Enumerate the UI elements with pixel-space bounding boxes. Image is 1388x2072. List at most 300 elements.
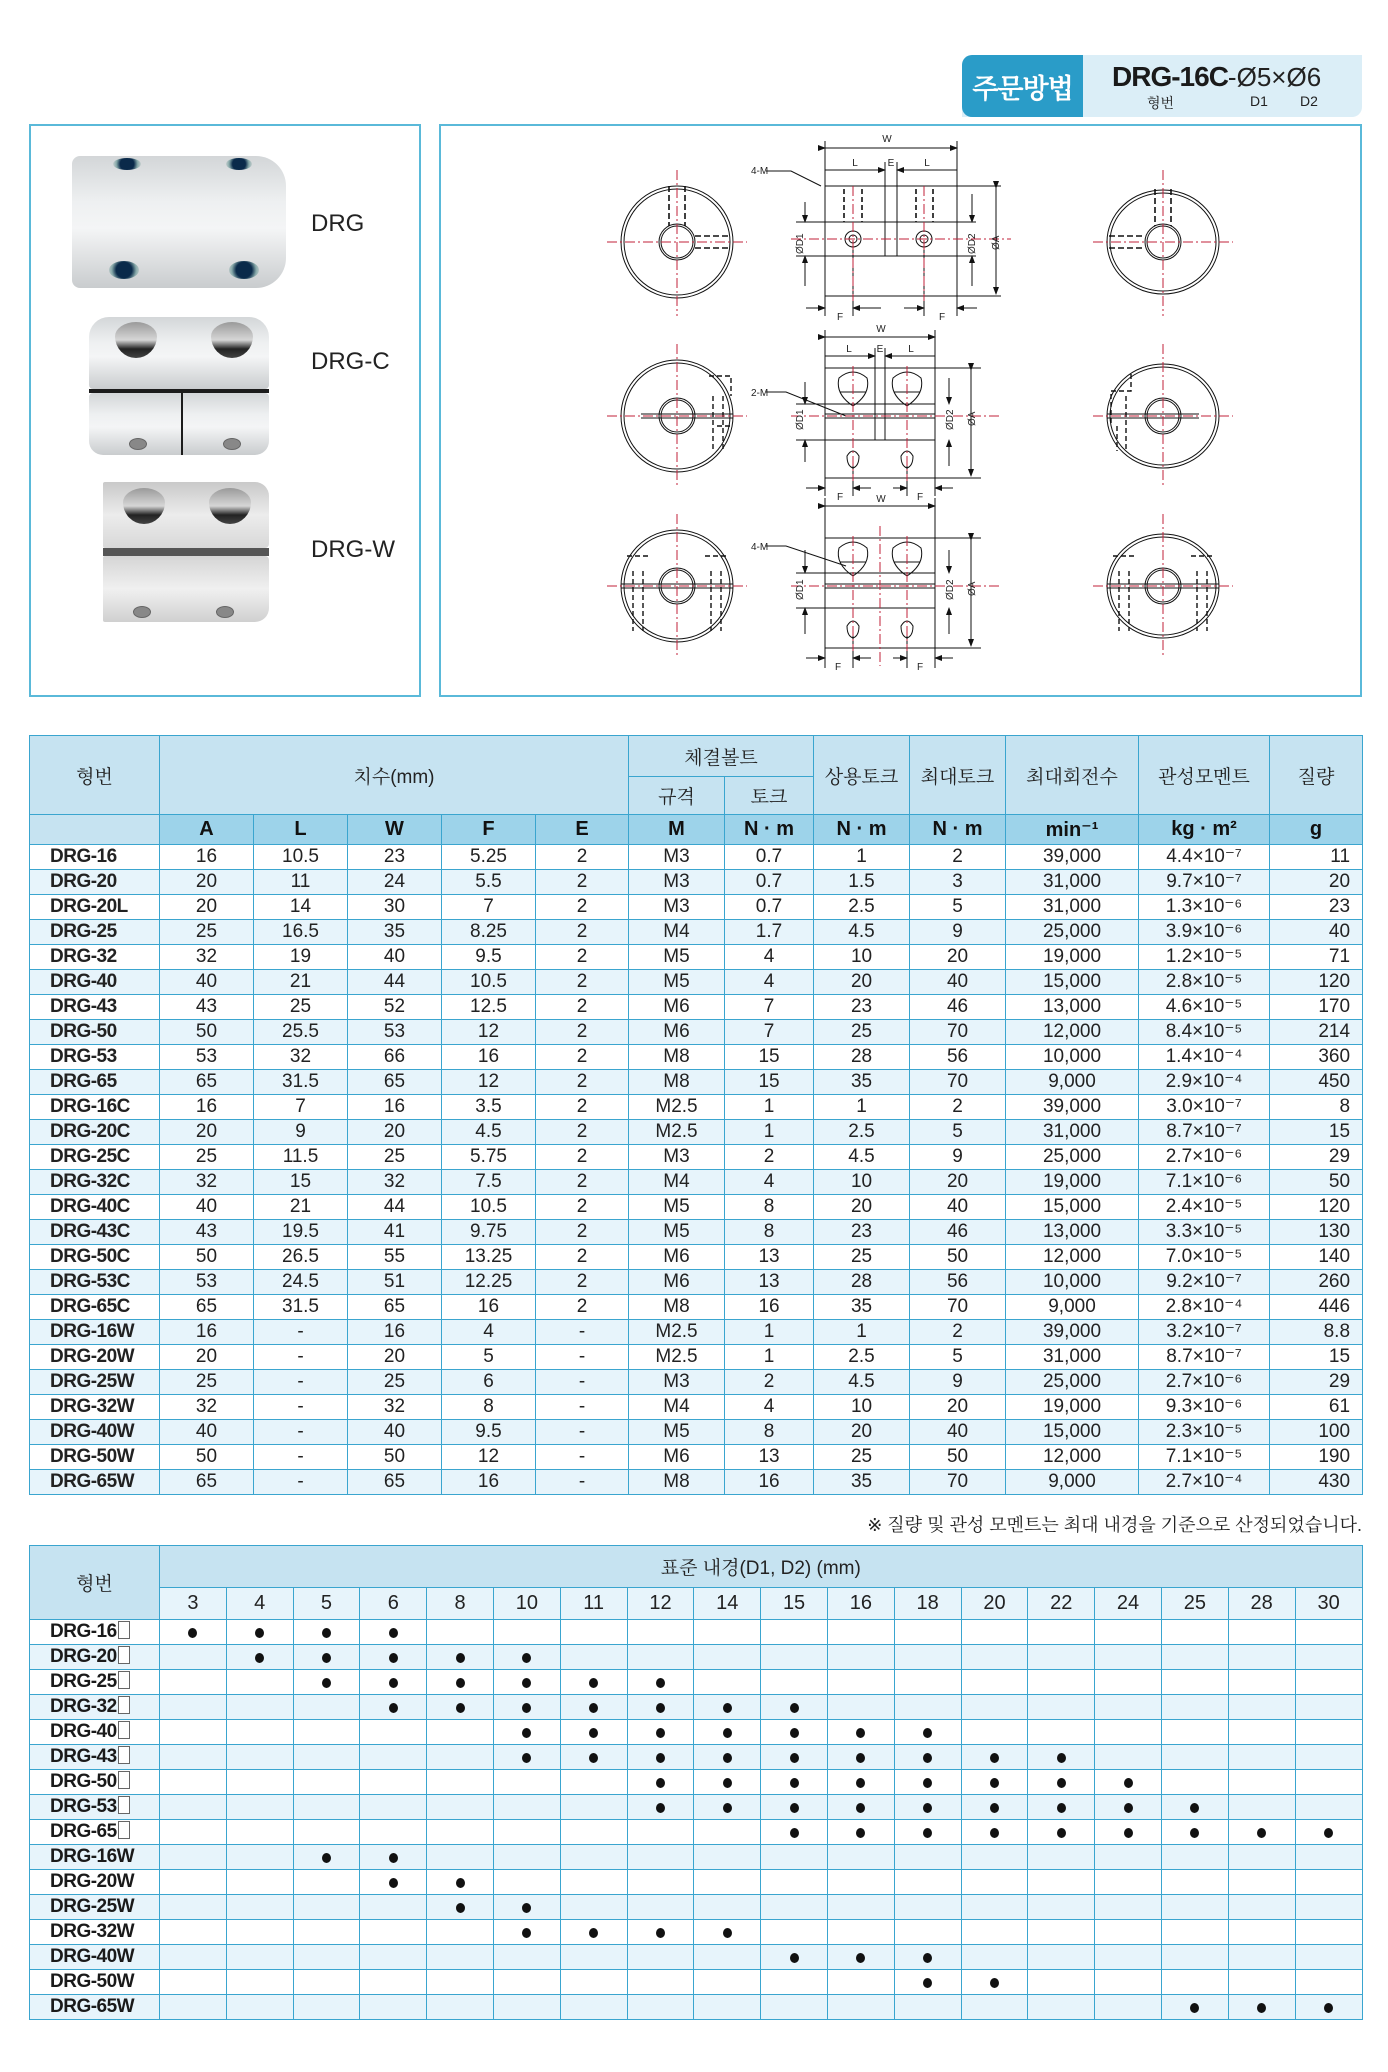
bore-cell [493, 1920, 560, 1945]
value-cell: 28 [814, 1270, 910, 1295]
value-cell: 16 [160, 1320, 254, 1345]
model-cell: DRG-16 [30, 845, 160, 870]
bore-cell [694, 1970, 761, 1995]
value-cell: 20 [160, 1120, 254, 1145]
bore-cell [694, 1670, 761, 1695]
available-dot-icon [923, 1803, 932, 1813]
svg-text:2-M: 2-M [751, 388, 769, 399]
available-dot-icon [1324, 1828, 1333, 1838]
value-cell: 25 [160, 1145, 254, 1170]
bore-cell [226, 1620, 293, 1645]
value-cell: 120 [1270, 1195, 1363, 1220]
bore-cell [1095, 1720, 1162, 1745]
value-cell: 12 [442, 1445, 536, 1470]
value-cell: 1.3×10⁻⁶ [1139, 895, 1270, 920]
value-cell: 9.5 [442, 1420, 536, 1445]
bore-cell [160, 1845, 227, 1870]
bore-cell [827, 1920, 894, 1945]
bore-cell [761, 1870, 828, 1895]
bore-cell [961, 1695, 1028, 1720]
value-cell: 2 [536, 1195, 629, 1220]
available-dot-icon [322, 1653, 331, 1663]
model-cell: DRG-25W [30, 1370, 160, 1395]
model-cell: DRG-40 [30, 970, 160, 995]
value-cell: 0.7 [725, 845, 814, 870]
bore-cell [1161, 1820, 1228, 1845]
bore-cell [427, 1945, 494, 1970]
value-cell: - [536, 1395, 629, 1420]
value-cell: 70 [910, 1295, 1006, 1320]
value-cell: 2 [536, 1245, 629, 1270]
bore-size-header: 8 [427, 1588, 494, 1620]
model-cell: DRG-65C [30, 1295, 160, 1320]
bore-cell [226, 1695, 293, 1720]
dimension-drawings [441, 126, 1360, 695]
bore-cell [160, 1995, 227, 2020]
value-cell: 40 [1270, 920, 1363, 945]
bore-header-model: 형번 [30, 1546, 160, 1620]
bore-cell [1095, 1845, 1162, 1870]
available-dot-icon [856, 1953, 865, 1963]
value-cell: 2.7×10⁻⁴ [1139, 1470, 1270, 1495]
bore-cell [827, 1795, 894, 1820]
bore-cell [360, 1895, 427, 1920]
value-cell: 12,000 [1006, 1245, 1139, 1270]
bore-cell [1228, 1745, 1295, 1770]
bore-cell [160, 1745, 227, 1770]
value-cell: 20 [160, 870, 254, 895]
bore-cell [1095, 1920, 1162, 1945]
available-dot-icon [723, 1778, 732, 1788]
value-cell: 50 [910, 1445, 1006, 1470]
bore-cell [1295, 1795, 1362, 1820]
available-dot-icon [1190, 1828, 1199, 1838]
bore-cell [761, 1845, 828, 1870]
value-cell: 20 [910, 945, 1006, 970]
value-cell: 260 [1270, 1270, 1363, 1295]
bore-cell [1295, 1845, 1362, 1870]
bore-cell [894, 1920, 961, 1945]
bore-cell [761, 1945, 828, 1970]
type-suffix-box-icon [118, 1671, 130, 1689]
bore-cell [1095, 1795, 1162, 1820]
value-cell: 31,000 [1006, 1345, 1139, 1370]
value-cell: 1.2×10⁻⁵ [1139, 945, 1270, 970]
value-cell: 4.6×10⁻⁵ [1139, 995, 1270, 1020]
value-cell: 16 [160, 1095, 254, 1120]
bore-cell [1095, 1770, 1162, 1795]
value-cell: - [536, 1420, 629, 1445]
bore-cell [1028, 1895, 1095, 1920]
bore-size-header: 18 [894, 1588, 961, 1620]
bore-cell [761, 1795, 828, 1820]
table-row [30, 1645, 1363, 1670]
model-cell: DRG-25W [30, 1895, 160, 1920]
value-cell: 24 [348, 870, 442, 895]
value-cell: M5 [629, 945, 725, 970]
bore-cell [560, 1645, 627, 1670]
bore-cell [627, 1945, 694, 1970]
table-row [30, 1420, 1363, 1445]
model-cell: DRG-16W [30, 1320, 160, 1345]
bore-size-header: 14 [694, 1588, 761, 1620]
value-cell: 10 [814, 1395, 910, 1420]
value-cell: 19,000 [1006, 945, 1139, 970]
bore-cell [1095, 1670, 1162, 1695]
value-cell: 9.5 [442, 945, 536, 970]
bore-cell [1295, 1970, 1362, 1995]
bore-cell [427, 1670, 494, 1695]
bore-cell [226, 1670, 293, 1695]
available-dot-icon [322, 1678, 331, 1688]
table-row [30, 1695, 1363, 1720]
svg-text:E: E [876, 344, 884, 355]
table-row [30, 1245, 1363, 1270]
value-cell: M2.5 [629, 1320, 725, 1345]
value-cell: 10.5 [442, 1195, 536, 1220]
value-cell: 2 [910, 1095, 1006, 1120]
bore-cell [360, 1995, 427, 2020]
value-cell: 2.5 [814, 1120, 910, 1145]
available-dot-icon [522, 1928, 531, 1938]
table-row [30, 1995, 1363, 2020]
value-cell: 31.5 [254, 1070, 348, 1095]
bore-cell [493, 1670, 560, 1695]
value-cell: 4 [725, 1170, 814, 1195]
model-cell: DRG-65W [30, 1470, 160, 1495]
model-cell: DRG-50W [30, 1970, 160, 1995]
bore-cell [360, 1645, 427, 1670]
bore-cell [961, 1970, 1028, 1995]
bore-cell [961, 1920, 1028, 1945]
value-cell: 9.75 [442, 1220, 536, 1245]
value-cell: 7.1×10⁻⁵ [1139, 1445, 1270, 1470]
value-cell: 35 [814, 1470, 910, 1495]
value-cell: 450 [1270, 1070, 1363, 1095]
bore-cell [1295, 1720, 1362, 1745]
svg-text:F: F [939, 312, 946, 323]
value-cell: 21 [254, 970, 348, 995]
value-cell: 40 [348, 1420, 442, 1445]
model-cell: DRG-53 [30, 1795, 160, 1820]
bore-cell [560, 1720, 627, 1745]
bore-cell [1095, 1745, 1162, 1770]
value-cell: 44 [348, 970, 442, 995]
value-cell: 8.7×10⁻⁷ [1139, 1120, 1270, 1145]
value-cell: 12.5 [442, 995, 536, 1020]
value-cell: 50 [160, 1245, 254, 1270]
unit-m: M [629, 815, 725, 845]
bore-cell [1028, 1620, 1095, 1645]
value-cell: 23 [348, 845, 442, 870]
bore-cell [360, 1970, 427, 1995]
bore-cell [827, 1645, 894, 1670]
header-bolt-size: 규격 [629, 777, 725, 815]
bore-cell [827, 1995, 894, 2020]
value-cell: 19.5 [254, 1220, 348, 1245]
model-cell: DRG-40W [30, 1420, 160, 1445]
value-cell: 2 [536, 1170, 629, 1195]
bore-cell [1228, 1620, 1295, 1645]
value-cell: 10 [814, 945, 910, 970]
bore-cell [627, 1720, 694, 1745]
bore-cell [360, 1820, 427, 1845]
bore-cell [293, 1870, 360, 1895]
bore-size-header: 4 [226, 1588, 293, 1620]
table-row [30, 1095, 1363, 1120]
value-cell: 5 [910, 1120, 1006, 1145]
bore-cell [894, 1895, 961, 1920]
bore-cell [560, 1995, 627, 2020]
value-cell: - [536, 1320, 629, 1345]
value-cell: 20 [348, 1120, 442, 1145]
bore-cell [1095, 1645, 1162, 1670]
bore-size-header: 16 [827, 1588, 894, 1620]
bore-cell [627, 1920, 694, 1945]
bore-cell [827, 1670, 894, 1695]
table-row [30, 1845, 1363, 1870]
bore-cell [761, 1720, 828, 1745]
value-cell: M8 [629, 1070, 725, 1095]
bore-cell [694, 1620, 761, 1645]
value-cell: 25 [814, 1020, 910, 1045]
available-dot-icon [522, 1753, 531, 1763]
model-cell: DRG-16 [30, 1620, 160, 1645]
svg-text:W: W [876, 324, 886, 335]
value-cell: 5.25 [442, 845, 536, 870]
bore-cell [694, 1945, 761, 1970]
bore-cell [627, 1645, 694, 1670]
value-cell: M4 [629, 1170, 725, 1195]
value-cell: 16 [442, 1295, 536, 1320]
bore-cell [1161, 1720, 1228, 1745]
value-cell: 25,000 [1006, 1370, 1139, 1395]
bore-cell [1028, 1870, 1095, 1895]
order-label-model: 형번 [1147, 95, 1175, 111]
value-cell: 2 [536, 845, 629, 870]
svg-text:L: L [924, 158, 930, 169]
header-max-speed: 최대회전수 [1006, 736, 1139, 815]
bore-cell [894, 1795, 961, 1820]
bore-cell [894, 1720, 961, 1745]
dim-w: W [882, 134, 892, 145]
table-row [30, 1895, 1363, 1920]
bore-cell [560, 1895, 627, 1920]
bore-cell [761, 1620, 828, 1645]
value-cell: 2 [536, 995, 629, 1020]
bore-cell [627, 1770, 694, 1795]
value-cell: 2 [536, 920, 629, 945]
available-dot-icon [456, 1903, 465, 1913]
value-cell: - [254, 1395, 348, 1420]
available-dot-icon [723, 1728, 732, 1738]
value-cell: 23 [814, 995, 910, 1020]
bore-cell [961, 1745, 1028, 1770]
value-cell: 15,000 [1006, 1420, 1139, 1445]
value-cell: 3.9×10⁻⁶ [1139, 920, 1270, 945]
value-cell: 51 [348, 1270, 442, 1295]
value-cell: M6 [629, 995, 725, 1020]
bore-cell [1028, 1995, 1095, 2020]
available-dot-icon [656, 1778, 665, 1788]
bore-cell [493, 1870, 560, 1895]
unit-mass: g [1270, 815, 1363, 845]
bore-cell [226, 1870, 293, 1895]
svg-text:4-M: 4-M [751, 542, 769, 553]
bore-cell [827, 1770, 894, 1795]
bore-cell [827, 1820, 894, 1845]
value-cell: M6 [629, 1445, 725, 1470]
value-cell: 40 [160, 1420, 254, 1445]
model-cell: DRG-32 [30, 1695, 160, 1720]
bore-cell [894, 1620, 961, 1645]
value-cell: 9 [910, 920, 1006, 945]
value-cell: 46 [910, 1220, 1006, 1245]
value-cell: 2.7×10⁻⁶ [1139, 1145, 1270, 1170]
bore-cell [226, 1770, 293, 1795]
bore-cell [1161, 1745, 1228, 1770]
value-cell: 16.5 [254, 920, 348, 945]
value-cell: 16 [442, 1470, 536, 1495]
bore-cell [560, 1945, 627, 1970]
value-cell: 2 [536, 945, 629, 970]
value-cell: 430 [1270, 1470, 1363, 1495]
bore-cell [360, 1870, 427, 1895]
svg-text:ØD2: ØD2 [945, 579, 956, 600]
model-cell: DRG-20C [30, 1120, 160, 1145]
available-dot-icon [990, 1803, 999, 1813]
value-cell: 10,000 [1006, 1045, 1139, 1070]
value-cell: M6 [629, 1020, 725, 1045]
technical-drawing-panel [439, 124, 1362, 697]
model-cell: DRG-50 [30, 1020, 160, 1045]
bore-cell [360, 1720, 427, 1745]
model-cell: DRG-65 [30, 1070, 160, 1095]
value-cell: M3 [629, 870, 725, 895]
value-cell: 32 [254, 1045, 348, 1070]
value-cell: 9 [910, 1145, 1006, 1170]
bore-cell [560, 1670, 627, 1695]
bore-cell [894, 1645, 961, 1670]
bore-cell [961, 1770, 1028, 1795]
value-cell: 31.5 [254, 1295, 348, 1320]
value-cell: 2 [536, 1045, 629, 1070]
available-dot-icon [389, 1853, 398, 1863]
bore-cell [293, 1920, 360, 1945]
value-cell: 10,000 [1006, 1270, 1139, 1295]
setscrew-hole-icon [113, 158, 141, 170]
available-dot-icon [1057, 1803, 1066, 1813]
table-row [30, 1145, 1363, 1170]
value-cell: 13,000 [1006, 995, 1139, 1020]
svg-text:ØD2: ØD2 [945, 409, 956, 430]
bore-size-header: 11 [560, 1588, 627, 1620]
bore-cell [493, 1720, 560, 1745]
value-cell: 1 [814, 845, 910, 870]
bore-cell [827, 1620, 894, 1645]
bore-cell [694, 1845, 761, 1870]
bore-cell [627, 1995, 694, 2020]
bore-cell [1295, 1895, 1362, 1920]
value-cell: 4 [725, 970, 814, 995]
available-dot-icon [790, 1803, 799, 1813]
unit-a: A [160, 815, 254, 845]
model-cell: DRG-40C [30, 1195, 160, 1220]
value-cell: 9.2×10⁻⁷ [1139, 1270, 1270, 1295]
bore-cell [627, 1795, 694, 1820]
value-cell: 3.2×10⁻⁷ [1139, 1320, 1270, 1345]
value-cell: 1.4×10⁻⁴ [1139, 1045, 1270, 1070]
bore-cell [1228, 1820, 1295, 1845]
value-cell: 25 [348, 1145, 442, 1170]
bore-cell [1161, 1695, 1228, 1720]
value-cell: 7.5 [442, 1170, 536, 1195]
unit-speed: min⁻¹ [1006, 815, 1139, 845]
bore-cell [560, 1620, 627, 1645]
screw-icon [129, 438, 147, 450]
value-cell: 5.5 [442, 870, 536, 895]
value-cell: 2.7×10⁻⁶ [1139, 1370, 1270, 1395]
model-cell: DRG-53C [30, 1270, 160, 1295]
bore-cell [226, 1945, 293, 1970]
bore-cell [427, 1770, 494, 1795]
bore-cell [427, 1895, 494, 1920]
bore-cell [961, 1620, 1028, 1645]
value-cell: 214 [1270, 1020, 1363, 1045]
unit-l: L [254, 815, 348, 845]
bore-cell [894, 1820, 961, 1845]
value-cell: 25.5 [254, 1020, 348, 1045]
bore-cell [694, 1920, 761, 1945]
bore-cell [493, 1845, 560, 1870]
unit-w: W [348, 815, 442, 845]
value-cell: 2 [536, 870, 629, 895]
value-cell: 1 [725, 1120, 814, 1145]
table-row [30, 1270, 1363, 1295]
value-cell: 7 [725, 1020, 814, 1045]
bore-cell [560, 1695, 627, 1720]
value-cell: 43 [160, 995, 254, 1020]
model-cell: DRG-25C [30, 1145, 160, 1170]
value-cell: 8 [725, 1220, 814, 1245]
bore-cell [293, 1620, 360, 1645]
bore-cell [1095, 1945, 1162, 1970]
value-cell: 15,000 [1006, 970, 1139, 995]
bore-cell [894, 1870, 961, 1895]
table-row [30, 1795, 1363, 1820]
available-dot-icon [923, 1953, 932, 1963]
bore-size-header: 5 [293, 1588, 360, 1620]
value-cell: 46 [910, 995, 1006, 1020]
bore-cell [160, 1895, 227, 1920]
svg-text:L: L [908, 344, 914, 355]
value-cell: 9.3×10⁻⁶ [1139, 1395, 1270, 1420]
model-cell: DRG-20 [30, 870, 160, 895]
bore-cell [360, 1945, 427, 1970]
value-cell: 4 [725, 945, 814, 970]
bore-cell [1295, 1945, 1362, 1970]
value-cell: 2.3×10⁻⁵ [1139, 1420, 1270, 1445]
value-cell: 25,000 [1006, 920, 1139, 945]
table-row [30, 945, 1363, 970]
value-cell: 53 [160, 1270, 254, 1295]
value-cell: - [536, 1345, 629, 1370]
bore-cell [894, 1945, 961, 1970]
bore-cell [761, 1695, 828, 1720]
value-cell: 16 [725, 1295, 814, 1320]
model-cell: DRG-50W [30, 1445, 160, 1470]
bore-cell [226, 1970, 293, 1995]
